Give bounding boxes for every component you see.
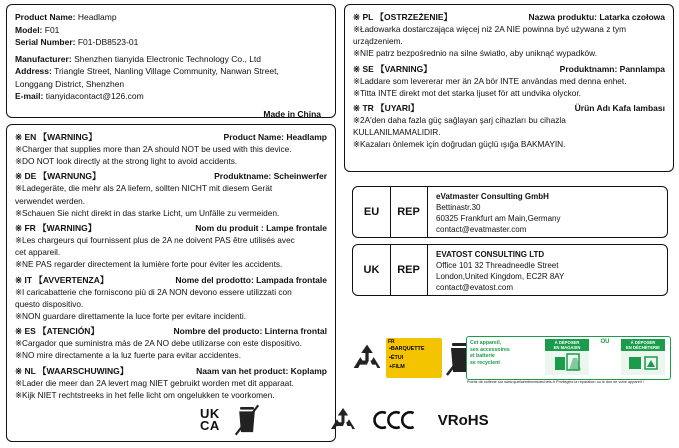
ce-mark bbox=[274, 405, 314, 435]
china-compulsory-certification-icon bbox=[372, 407, 424, 433]
warning-line: ※2A'den daha fazla güç sağlayan şarj cihazları bu cihazla bbox=[353, 115, 566, 126]
eu-representative-box bbox=[352, 186, 668, 238]
warning-group bbox=[353, 63, 665, 99]
eu-rep-line-1: Bettinastr.30 bbox=[436, 203, 481, 212]
warning-group bbox=[15, 365, 327, 401]
warning-line: ※Cargador que suministra más de 2A NO debe utilizarse con este dispositivo. bbox=[15, 338, 302, 349]
warning-product-name: Naam van het product: Koplamp bbox=[196, 365, 327, 376]
compliance-marks-row bbox=[200, 398, 670, 442]
warning-line: ※NIE patrz bezpośrednio na silne światło, aby uniknąć wypadków. bbox=[353, 48, 598, 59]
warning-language: ※ DE 【WARNUNG】 bbox=[15, 171, 101, 182]
warning-group bbox=[15, 222, 327, 271]
uk-rep-line-3: contact@evatost.com bbox=[436, 283, 514, 292]
green-card2-line1: À DÉPOSER bbox=[630, 340, 656, 345]
green-heading-2: ses accessoires bbox=[470, 346, 510, 353]
green-recycling-panel bbox=[466, 336, 671, 380]
warnings-panel-left bbox=[6, 124, 336, 442]
uk-rep-line-2: London,United Kingdom, EC2R 8AY bbox=[436, 272, 565, 281]
green-heading-4: se recyclent bbox=[470, 359, 500, 366]
green-card1-line1: À DÉPOSER bbox=[554, 340, 580, 345]
store-drop-off-icon bbox=[545, 351, 589, 375]
product-name-label: Product Name: bbox=[15, 12, 76, 22]
recycle-triangle-icon bbox=[328, 406, 358, 434]
warning-line: ※I caricabatterie che forniscono più di 2A NON devono essere utilizzati con bbox=[15, 286, 292, 297]
warning-language: ※ FR 【WARNING】 bbox=[15, 223, 97, 234]
warning-product-name: Nome del prodotto: Lampada frontale bbox=[175, 274, 327, 285]
green-or-text: OU bbox=[600, 339, 610, 345]
warning-line: KULLANILMAMALIDIR. bbox=[353, 127, 441, 138]
warning-line: ※Kijk NIET rechtstreeks in het felle licht om ongelukken te voorkomen. bbox=[15, 389, 275, 400]
recycling-icons-row bbox=[350, 336, 675, 384]
warning-line: ※DO NOT look directly at the strong light to avoid accidents. bbox=[15, 156, 238, 167]
uk-rep-mark-right: REP bbox=[397, 264, 420, 276]
warning-line: ※Ładowarka dostarczająca więcej niż 2A NIE powinna być używana z tym bbox=[353, 24, 627, 34]
warning-language: ※ SE 【VARNING】 bbox=[353, 63, 432, 74]
ukca-line-1: UK bbox=[200, 406, 220, 421]
warning-text bbox=[15, 234, 327, 271]
eu-rep-mark bbox=[353, 187, 428, 237]
eu-rep-mark-left: EU bbox=[363, 206, 380, 218]
green-heading-3: et batterie bbox=[470, 353, 495, 360]
green-card-recycling-centre bbox=[621, 339, 665, 375]
warning-language: ※ EN 【WARNING】 bbox=[15, 132, 97, 142]
warning-product-name: Produktnamn: Pannlampa bbox=[559, 63, 665, 74]
uk-representative-box bbox=[352, 244, 668, 296]
product-name-line bbox=[15, 11, 327, 24]
eu-rep-mark-right: REP bbox=[397, 206, 420, 218]
warning-line: ※Schauen Sie nicht direkt in das starke Licht, um Unfälle zu vermeiden. bbox=[15, 207, 280, 218]
warning-language: ※ IT 【AVVERTENZA】 bbox=[15, 274, 109, 285]
warning-text bbox=[15, 143, 327, 167]
warning-product-name: Produktname: Scheinwerfer bbox=[214, 171, 327, 182]
warning-language: ※ PL 【OSTRZEŻENIE】 bbox=[353, 12, 453, 22]
warning-line: questo dispositivo. bbox=[15, 298, 84, 309]
warning-line: ※Kazaları önlemek için doğrudan güçlü ışığa BAKMAYIN. bbox=[353, 139, 566, 150]
warning-header bbox=[15, 325, 327, 337]
triman-arrows-icon bbox=[350, 343, 384, 373]
warning-header bbox=[353, 102, 665, 114]
warning-line: verwendet werden. bbox=[15, 195, 86, 206]
email-line bbox=[15, 90, 327, 103]
packaging-sorting-group bbox=[350, 338, 475, 378]
warning-text bbox=[15, 182, 327, 219]
manufacturer-label: Manufacturer: bbox=[15, 53, 72, 64]
warning-line: ※Lader die meer dan 2A levert mag NIET gebruikt worden met dit apparaat. bbox=[15, 377, 294, 388]
warning-text bbox=[353, 75, 665, 99]
eu-rep-name: eVatmaster Consulting GmbH bbox=[436, 192, 549, 201]
warning-group bbox=[15, 131, 327, 167]
green-panel-footer: Points de collecte sur www.quefairedemesdechets.fr Privilégiez la réparation ou le don de votre appareil ! bbox=[467, 380, 644, 384]
eu-rep-line-3: contact@evatmaster.com bbox=[436, 225, 527, 234]
model-value: F01 bbox=[44, 24, 60, 35]
model-line bbox=[15, 24, 327, 37]
warning-product-name: Ürün Adı Kafa lambası bbox=[574, 103, 665, 114]
warning-line: ※NO mire directamente a la luz fuerte para evitar accidentes. bbox=[15, 350, 241, 361]
warning-group bbox=[353, 102, 665, 151]
green-card-store bbox=[545, 339, 589, 375]
packaging-item-1: ÉTUI bbox=[390, 355, 404, 361]
warning-header bbox=[353, 11, 665, 23]
warning-line: ※Ladegeräte, die mehr als 2A liefern, sollten NICHT mit diesem Gerät bbox=[15, 183, 273, 194]
warning-line: ※NON guardare direttamente la luce forte per evitare incidenti. bbox=[15, 311, 247, 322]
address-line-2: Longgang District, Shenzhen bbox=[15, 78, 125, 89]
weee-bin-mark bbox=[234, 403, 260, 437]
packaging-fr-tag: FR bbox=[388, 339, 395, 345]
warning-line: ※Titta INTE direkt mot det starka ljuset för att undvika olyckor. bbox=[353, 87, 581, 98]
warning-line: ※Laddare som levererar mer än 2A bör INTE användas med denna enhet. bbox=[353, 75, 627, 86]
warning-line: ※Charger that supplies more than 2A should NOT be used with this device. bbox=[15, 144, 292, 154]
warning-line: cet appareil. bbox=[15, 247, 61, 258]
uk-rep-line-1: Office 101 32 Threadneedle Street bbox=[436, 261, 559, 270]
warning-line: urządzeniem. bbox=[353, 36, 403, 47]
warning-header bbox=[15, 222, 327, 234]
warnings-panel-right bbox=[344, 4, 674, 172]
green-panel-heading bbox=[467, 337, 540, 379]
manufacturer-line bbox=[15, 53, 327, 66]
product-name-value: Headlamp bbox=[77, 12, 117, 22]
warning-header bbox=[353, 63, 665, 75]
manufacturer-value: Shenzhen tianyida Electronic Technology Co., Ltd bbox=[74, 53, 262, 64]
warning-header bbox=[15, 365, 327, 377]
eu-rep-line-2: 60325 Frankfurt am Main,Germany bbox=[436, 214, 561, 223]
warning-header bbox=[15, 131, 327, 143]
ukca-mark bbox=[200, 408, 220, 432]
warning-header bbox=[15, 274, 327, 286]
email-value: tianyidacontact@126.com bbox=[45, 91, 144, 101]
ce-mark-icon bbox=[274, 405, 314, 435]
made-in-text: Made in China bbox=[263, 108, 321, 119]
warning-language: ※ TR 【UYARI】 bbox=[353, 103, 419, 114]
warning-text bbox=[15, 286, 327, 323]
address-line-1: Triangle Street, Nanling Village Community, Nanwan Street, bbox=[54, 66, 279, 76]
uk-rep-mark bbox=[353, 245, 428, 295]
green-heading-1: Cet appareil, bbox=[470, 340, 502, 346]
uk-rep-mark-left: UK bbox=[363, 264, 380, 276]
serial-line bbox=[15, 36, 327, 49]
warning-product-name: Nom du produit : Lampe frontale bbox=[195, 223, 327, 234]
packaging-item-2: FILM bbox=[392, 364, 405, 370]
warning-product-name: Product Name: Headlamp bbox=[223, 132, 327, 142]
warning-group bbox=[353, 11, 665, 60]
green-card1-line2: EN MAGASIN bbox=[553, 345, 581, 350]
packaging-yellow-badge: FR •BARQUETTE •ÉTUI +FILM bbox=[386, 338, 442, 378]
uk-rep-name: EVATOST CONSULTING LTD bbox=[436, 250, 545, 259]
warning-line: ※NE PAS regarder directement la lumière forte pour éviter les accidents. bbox=[15, 259, 283, 270]
ukca-line-2: CA bbox=[200, 418, 220, 433]
warning-product-name: Nombre del producto: Linterna frontal bbox=[173, 326, 327, 337]
warning-group bbox=[15, 274, 327, 323]
warning-line: ※Les chargeurs qui fournissent plus de 2A ne doivent PAS être utilisés avec bbox=[15, 235, 295, 246]
warning-header bbox=[15, 170, 327, 182]
vrohs-mark: VRoHS bbox=[437, 411, 489, 429]
warning-language: ※ NL 【WAARSCHUWING】 bbox=[15, 365, 129, 376]
product-info-panel bbox=[6, 4, 336, 118]
warning-group bbox=[15, 170, 327, 219]
serial-value: F01-DB8523-01 bbox=[77, 37, 139, 47]
email-label: E-mail: bbox=[15, 91, 44, 101]
serial-label: Serial Number: bbox=[15, 37, 76, 47]
warning-language: ※ ES 【ATENCIÓN】 bbox=[15, 326, 99, 337]
recycling-centre-icon bbox=[621, 351, 665, 375]
warning-product-name: Nazwa produktu: Latarka czołowa bbox=[528, 12, 665, 22]
warning-group bbox=[15, 325, 327, 361]
green-card2-line2: EN DÉCHÈTERIE bbox=[626, 345, 660, 350]
ccc-mark bbox=[372, 407, 424, 433]
warning-text bbox=[353, 114, 665, 151]
address-block bbox=[15, 65, 327, 90]
warning-text bbox=[15, 337, 327, 361]
model-label: Model: bbox=[15, 24, 43, 35]
packaging-item-0: BARQUETTE bbox=[390, 346, 425, 352]
warning-text bbox=[353, 23, 665, 60]
address-label: Address: bbox=[15, 66, 52, 76]
recycle-mark bbox=[328, 406, 358, 434]
crossed-out-wheelie-bin-icon bbox=[234, 403, 260, 437]
